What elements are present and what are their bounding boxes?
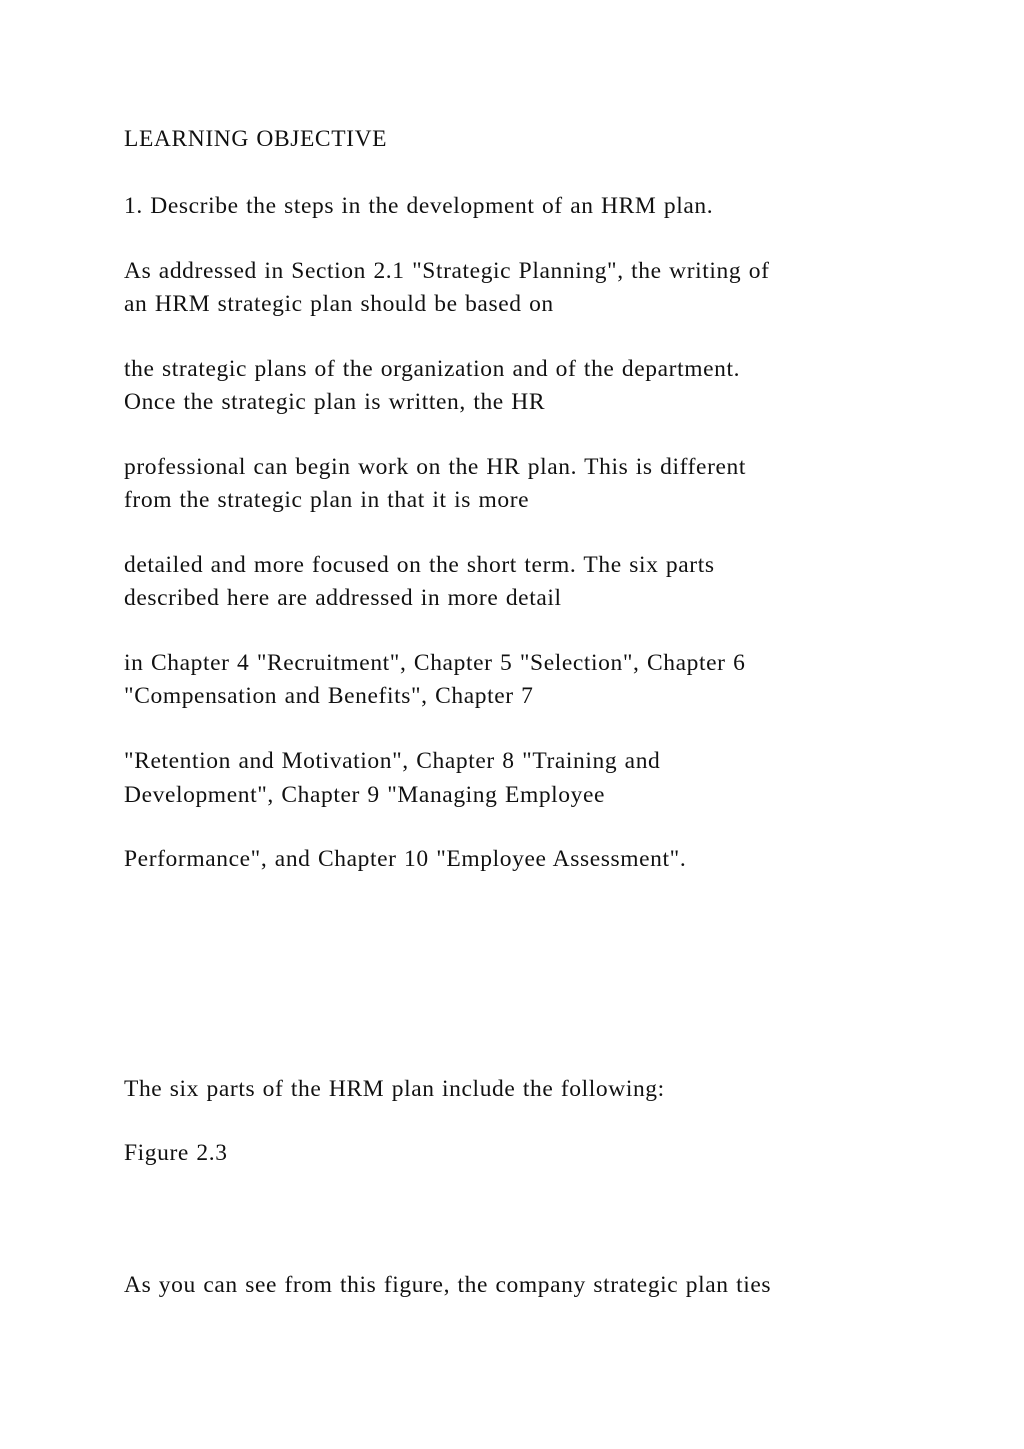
paragraph-line: professional can begin work on the HR plan. This is different [124, 454, 747, 480]
paragraph-line: Once the strategic plan is written, the HR [124, 389, 546, 415]
closing-line: As you can see from this figure, the company strategic plan ties [124, 1272, 772, 1298]
paragraph-line: Development", Chapter 9 "Managing Employee [124, 782, 606, 808]
paragraph-line: in Chapter 4 "Recruitment", Chapter 5 "Selection", Chapter 6 [124, 650, 746, 676]
paragraph-line: the strategic plans of the organization and of the department. [124, 356, 741, 382]
paragraph-line: Performance", and Chapter 10 "Employee Assessment". [124, 846, 687, 872]
six-parts-intro: The six parts of the HRM plan include the following: [124, 1076, 665, 1102]
paragraph-line: described here are addressed in more detail [124, 585, 562, 611]
section-heading: LEARNING OBJECTIVE [124, 126, 388, 152]
paragraph-line: "Retention and Motivation", Chapter 8 "Training and [124, 748, 661, 774]
paragraph-line: As addressed in Section 2.1 "Strategic Planning", the writing of [124, 258, 770, 284]
paragraph-line: an HRM strategic plan should be based on [124, 291, 554, 317]
paragraph-line: from the strategic plan in that it is more [124, 487, 530, 513]
paragraph-line: detailed and more focused on the short term. The six parts [124, 552, 715, 578]
learning-objective-item: 1. Describe the steps in the development of an HRM plan. [124, 193, 714, 219]
figure-label: Figure 2.3 [124, 1140, 228, 1166]
paragraph-line: "Compensation and Benefits", Chapter 7 [124, 683, 534, 709]
